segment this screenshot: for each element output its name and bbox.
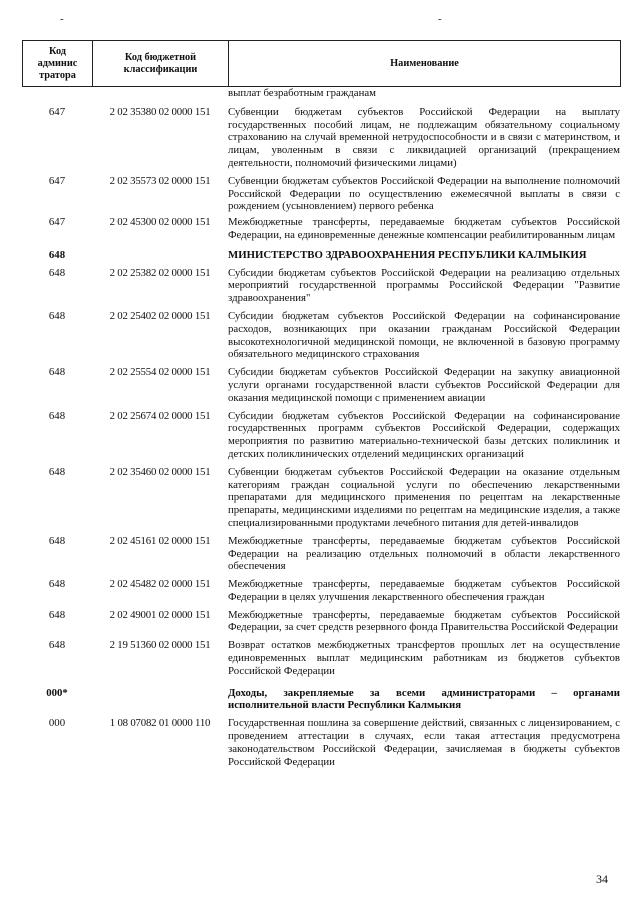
table-row	[22, 410, 620, 461]
budget-code-cell: 2 02 35380 02 0000 151	[109, 105, 211, 118]
name-cell: Субсидии бюджетам субъектов Российской Федерации на софинансирование государственных программ субъектов Российской Федерации, содержащих мероприятия по развитию материально-технической базы детских поликлиник и детских поликлинических отделений медицинских организаций	[228, 409, 620, 460]
table-row	[22, 216, 620, 242]
name-cell: МИНИСТЕРСТВО ЗДРАВООХРАНЕНИЯ РЕСПУБЛИКИ КАЛМЫКИЯ	[228, 248, 587, 261]
admin-code-cell: 648	[48, 465, 66, 478]
header-name: Наименование	[229, 41, 621, 87]
name-cell: Межбюджетные трансферты, передаваемые бюджетам субъектов Российской Федерации, на единовременные денежные компенсации реабилитированным лицам	[228, 216, 620, 241]
page-number: 34	[596, 872, 608, 886]
name-cell: Субсидии бюджетам субъектов Российской Федерации на реализацию отдельных мероприятий государственной программы Российской Федерации "Развитие здравоохранения"	[228, 266, 620, 305]
name-cell: Субвенции бюджетам субъектов Российской Федерации на выполнение полномочий Российской Федерации по осуществлению ежемесячной выплаты в связи с рождением (усыновлением) первого ребенка	[228, 174, 620, 213]
table-row	[22, 578, 620, 604]
table-row	[22, 466, 620, 530]
name-cell: Возврат остатков межбюджетных трансфертов прошлых лет на осуществление единовременных выплат медицинским работникам из бюджетов субъектов Российской Федерации	[228, 639, 620, 677]
budget-code-cell: 2 02 25554 02 0000 151	[109, 366, 211, 379]
budget-code-cell: 2 02 45482 02 0000 151	[109, 578, 211, 591]
budget-code-cell: 1 08 07082 01 0000 110	[109, 717, 211, 730]
table-body	[22, 87, 620, 768]
top-mark-right: -	[438, 13, 442, 25]
table-row	[22, 87, 620, 100]
name-cell: Межбюджетные трансферты, передаваемые бюджетам субъектов Российской Федерации, за счет средств резервного фонда Правительства Российской Федерации	[228, 608, 620, 634]
table-header	[22, 40, 621, 87]
admin-code-cell: 648	[48, 366, 66, 379]
budget-code-cell: 2 02 45161 02 0000 151	[109, 534, 211, 547]
admin-code-cell: 648	[48, 266, 66, 279]
budget-code-cell: 2 02 45300 02 0000 151	[109, 216, 211, 229]
table-row	[22, 267, 620, 305]
table-row	[22, 106, 620, 170]
admin-code-cell: 000*	[46, 686, 68, 699]
budget-code-cell: 2 02 25402 02 0000 151	[109, 309, 211, 322]
header-budget-code: Код бюджетной классификации	[93, 41, 229, 87]
table-row	[22, 639, 620, 677]
name-cell: Межбюджетные трансферты, передаваемые бюджетам субъектов Российской Федерации на реализацию отдельных полномочий в области лекарственного обеспечения	[228, 534, 620, 573]
admin-code-cell: 648	[48, 578, 66, 591]
name-cell: выплат безработным гражданам	[228, 87, 376, 99]
budget-code-cell: 2 19 51360 02 0000 151	[109, 639, 211, 652]
top-mark-left: -	[60, 13, 64, 25]
name-cell: Субсидии бюджетам субъектов Российской Федерации на софинансирование расходов, возникающих при оказании гражданам Российской Федерации высокотехнологичной медицинской помощи, не включенной в базовую программу обязательного медицинского страхования	[228, 309, 620, 361]
budget-code-cell: 2 02 25382 02 0000 151	[109, 266, 211, 279]
admin-code-cell: 648	[48, 534, 66, 547]
table-row	[22, 687, 620, 713]
admin-code-cell: 648	[48, 608, 66, 621]
admin-code-cell: 648	[48, 639, 66, 652]
table-row	[22, 175, 620, 213]
admin-code-cell: 647	[48, 105, 66, 118]
name-cell: Субвенции бюджетам субъектов Российской Федерации на оказание отдельным категориям граждан социальной услуги по обеспечению лекарственными препаратами для медицинского применения по рецептам на лекарственные препараты, медицинскими изделиями по рецептам на медицинские изделия, а также специализированными продуктами лечебного питания для детей-инвалидов	[228, 465, 620, 529]
budget-code-cell: 2 02 35573 02 0000 151	[109, 174, 211, 187]
admin-code-cell: 648	[48, 309, 66, 322]
table-row	[22, 717, 620, 768]
admin-code-cell: 648	[48, 409, 66, 422]
table-row	[22, 310, 620, 361]
budget-code-cell: 2 02 35460 02 0000 151	[109, 465, 211, 478]
admin-code-cell: 648	[48, 248, 66, 261]
admin-code-cell: 000	[48, 717, 66, 730]
header-admin-code: Код админис тратора	[23, 41, 93, 87]
table-row	[22, 249, 620, 262]
name-cell: Межбюджетные трансферты, передаваемые бюджетам субъектов Российской Федерации в целях улучшения лекарственного обеспечения граждан	[228, 578, 620, 603]
table-row	[22, 609, 620, 635]
table-row	[22, 535, 620, 573]
name-cell: Государственная пошлина за совершение действий, связанных с лицензированием, с проведением аттестации в случаях, если такая аттестация предусмотрена законодательством Российской Федерации, зачисляемая в бюджеты субъектов Российской Федерации	[228, 717, 620, 768]
budget-code-cell: 2 02 25674 02 0000 151	[109, 409, 211, 422]
admin-code-cell: 647	[48, 174, 66, 187]
name-cell: Доходы, закрепляемые за всеми администраторами – органами исполнительной власти Республики Калмыкия	[228, 686, 620, 712]
name-cell: Субвенции бюджетам субъектов Российской Федерации на выплату государственных пособий лицам, не подлежащим обязательному социальному страхованию на случай временной нетрудоспособности и в связи с материнством, и лицам, уволенным в связи с ликвидацией организаций (прекращением деятельности, полномочий физическими лицами)	[228, 105, 620, 169]
budget-code-cell: 2 02 49001 02 0000 151	[109, 608, 211, 621]
admin-code-cell: 647	[48, 216, 66, 229]
name-cell: Субсидии бюджетам субъектов Российской Федерации на закупку авиационной услуги органами государственной власти субъектов Российской Федерации для оказания медицинской помощи с применением авиации	[228, 366, 620, 404]
table-row	[22, 366, 620, 404]
